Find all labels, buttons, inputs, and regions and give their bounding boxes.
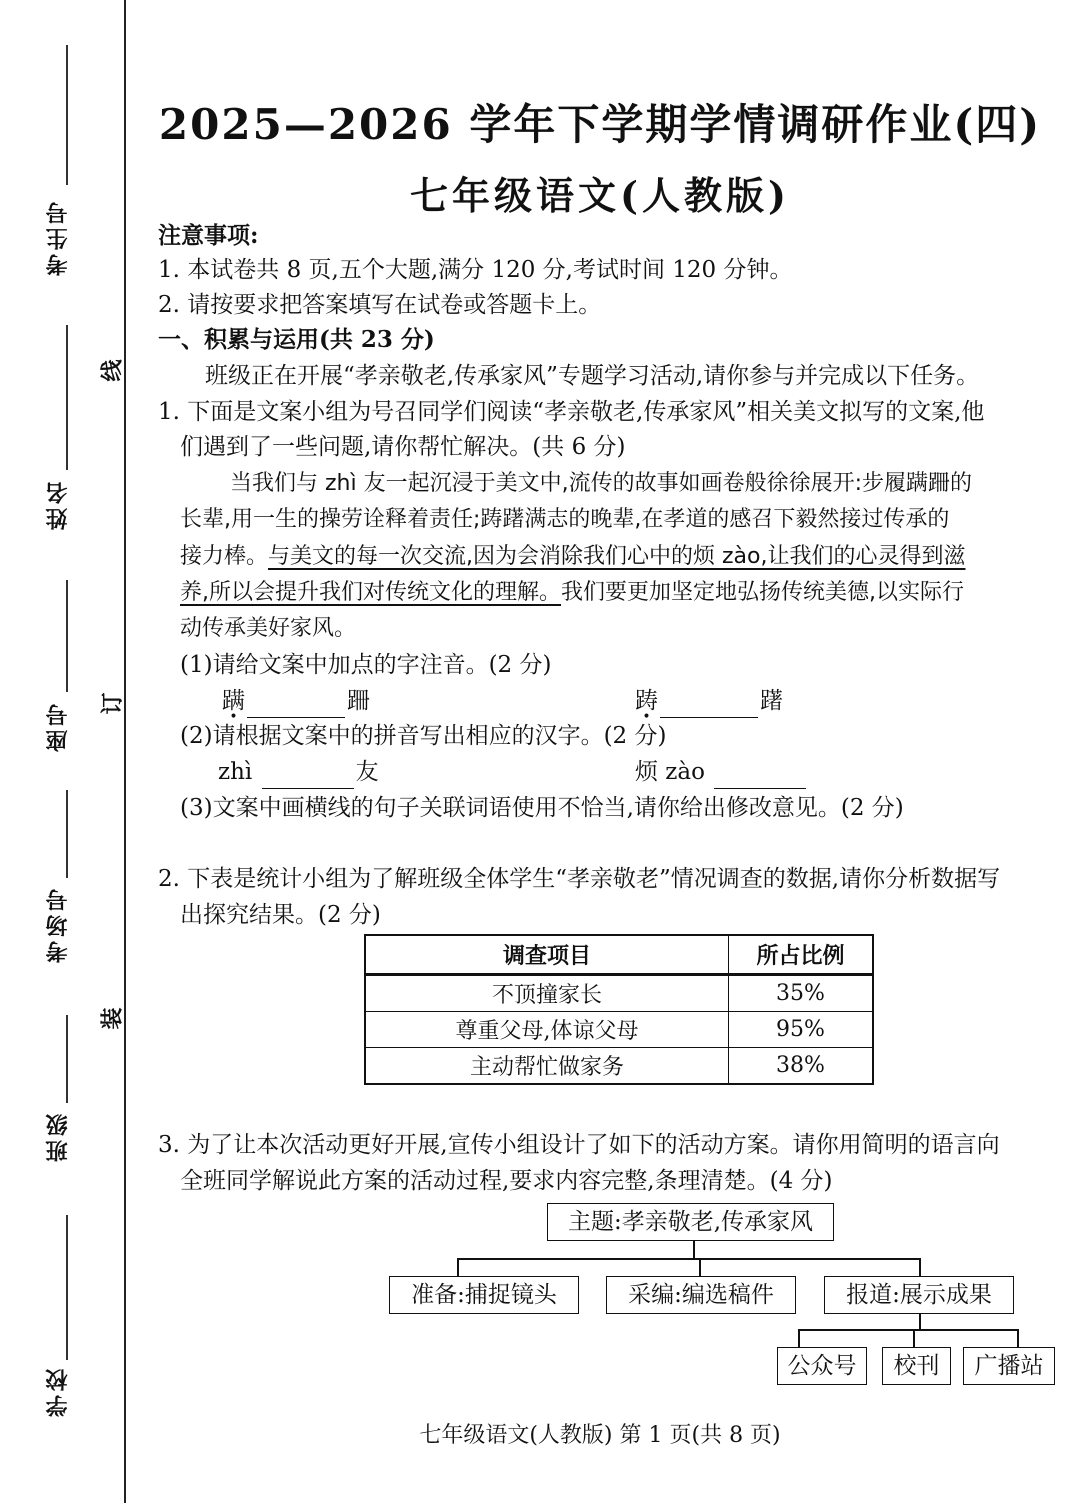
field-label-room: 考场号 — [45, 885, 71, 963]
q1-stem-line-1: 1. 下面是文案小组为号召同学们阅读“孝亲敬老,传承家风”相关美文拟写的文案,他 — [158, 399, 985, 425]
table-cell-item: 不顶撞家长 — [365, 975, 729, 1012]
section-intro: 班级正在开展“孝亲敬老,传承家风”专题学习活动,请你参与并完成以下任务。 — [205, 363, 980, 389]
diagram-root-box: 主题:孝亲敬老,传承家风 — [547, 1203, 834, 1241]
field-label-class: 班级 — [45, 1110, 71, 1162]
table-header-item: 调查项目 — [365, 935, 729, 975]
diagram-connector — [1017, 1329, 1019, 1348]
diagram-connector — [798, 1329, 800, 1348]
diagram-connector — [457, 1258, 921, 1260]
table-row — [365, 1012, 873, 1048]
q1-underlined-sentence-part-2: 养,所以会提升我们对传统文化的理解。 — [180, 580, 561, 605]
q1-sub1-answer-a[interactable] — [247, 693, 345, 718]
page-footer: 七年级语文(人教版) 第 1 页(共 8 页) — [419, 1423, 781, 1448]
table-cell-ratio: 35% — [729, 975, 874, 1012]
q1-stem-line-2: 们遇到了一些问题,请你帮忙解决。(共 6 分) — [180, 434, 626, 460]
field-line-class[interactable] — [66, 1015, 68, 1103]
q1-sub1: (1)请给文案中加点的字注音。(2 分) — [180, 652, 552, 678]
diagram-channel-wechat: 公众号 — [777, 1347, 867, 1385]
q1-passage-line-2: 长辈,用一生的操劳诠释着责任;踌躇满志的晚辈,在孝道的感召下毅然接过传承的 — [180, 507, 950, 532]
q1-passage-line-4 — [180, 576, 964, 610]
page-subtitle: 七年级语文(人教版) — [410, 173, 790, 218]
q2-stem-line-2: 出探究结果。(2 分) — [180, 902, 381, 928]
notice-item-1: 1. 本试卷共 8 页,五个大题,满分 120 分,考试时间 120 分钟。 — [158, 257, 793, 283]
page-title: 2025—2026 学年下学期学情调研作业(四) — [158, 100, 1042, 149]
q1-passage-line-1: 当我们与 zhì 友一起沉浸于美文中,流传的故事如画卷般徐徐展开:步履蹒跚的 — [230, 471, 972, 496]
table-header-ratio: 所占比例 — [729, 935, 874, 975]
field-label-name: 姓名 — [45, 478, 71, 530]
diagram-channel-radio: 广播站 — [963, 1347, 1055, 1385]
q1-sub3: (3)文案中画横线的句子关联词语使用不恰当,请你给出修改意见。(2 分) — [180, 795, 904, 821]
diagram-connector — [913, 1329, 915, 1348]
notice-heading: 注意事项: — [158, 222, 259, 249]
diagram-connector — [919, 1314, 921, 1330]
q1-sub2-pinyin-b: 烦 zào — [635, 759, 705, 785]
diagram-step-report: 报道:展示成果 — [824, 1276, 1014, 1314]
table-cell-ratio: 95% — [729, 1012, 874, 1048]
q1-passage-line-3 — [180, 540, 966, 574]
q1-passage-line-5: 动传承美好家风。 — [180, 616, 357, 641]
field-line-name[interactable] — [66, 325, 68, 470]
diagram-connector — [919, 1258, 921, 1277]
q1-sub2: (2)请根据文案中的拼音写出相应的汉字。(2 分) — [180, 723, 667, 749]
q2-stem-line-1: 2. 下表是统计小组为了解班级全体学生“孝亲敬老”情况调查的数据,请你分析数据写 — [158, 866, 1001, 892]
field-line-seat[interactable] — [66, 580, 68, 692]
field-label-school: 学校 — [45, 1365, 71, 1417]
q1-sub2-pinyin-a: zhì — [218, 759, 253, 785]
q1-sub2-item-b — [635, 755, 808, 789]
binding-mark-line: 线 — [99, 359, 126, 382]
table-cell-item: 主动帮忙做家务 — [365, 1048, 729, 1085]
binding-mark-staple: 订 — [99, 692, 126, 715]
q1-sub1-char-a2: 跚 — [347, 688, 370, 714]
table-row — [365, 975, 873, 1012]
table-cell-ratio: 38% — [729, 1048, 874, 1085]
diagram-step-edit: 采编:编选稿件 — [606, 1276, 796, 1314]
binding-margin-line — [124, 0, 126, 1503]
field-line-room[interactable] — [66, 790, 68, 878]
q3-stem-line-1: 3. 为了让本次活动更好开展,宣传小组设计了如下的活动方案。请你用简明的语言向 — [158, 1132, 1000, 1158]
diagram-step-prepare: 准备:捕捉镜头 — [389, 1276, 579, 1314]
q1-passage-line-3-start: 接力棒。 — [180, 544, 269, 569]
binding-mark-bind: 装 — [99, 1007, 126, 1030]
field-label-seat: 座号 — [45, 700, 71, 752]
field-line-school[interactable] — [66, 1215, 68, 1360]
q1-sub2-answer-b[interactable] — [714, 764, 806, 789]
q1-sub2-answer-a[interactable] — [262, 764, 354, 789]
q1-sub2-item-a — [218, 755, 379, 789]
q1-sub1-char-b2: 躇 — [760, 688, 783, 714]
survey-table — [364, 934, 874, 1085]
diagram-connector — [457, 1258, 459, 1277]
diagram-channel-journal: 校刊 — [882, 1347, 951, 1385]
q1-passage-line-4-end: 我们要更加坚定地弘扬传统美德,以实际行 — [561, 580, 964, 605]
q1-underlined-sentence-part-1: 与美文的每一次交流,因为会消除我们心中的烦 zào,让我们的心灵得到滋 — [268, 544, 966, 569]
q1-sub1-answer-b[interactable] — [660, 693, 758, 718]
diagram-connector — [798, 1329, 1018, 1331]
table-cell-item: 尊重父母,体谅父母 — [365, 1012, 729, 1048]
table-header-row — [365, 935, 873, 975]
diagram-connector — [693, 1241, 695, 1259]
notice-item-2: 2. 请按要求把答案填写在试卷或答题卡上。 — [158, 292, 602, 318]
q1-sub1-item-b — [635, 684, 783, 718]
q3-stem-line-2: 全班同学解说此方案的活动过程,要求内容完整,条理清楚。(4 分) — [180, 1168, 833, 1194]
section-heading: 一、积累与运用(共 23 分) — [158, 326, 435, 353]
q1-sub2-char-a2: 友 — [355, 759, 379, 785]
table-row — [365, 1048, 873, 1085]
diagram-connector — [699, 1258, 701, 1277]
q1-sub1-char-b1: 踌 — [635, 688, 658, 714]
q1-sub1-item-a — [222, 684, 370, 718]
field-label-exam-number: 考生号 — [45, 198, 71, 276]
q1-sub1-char-a1: 蹒 — [222, 688, 245, 714]
